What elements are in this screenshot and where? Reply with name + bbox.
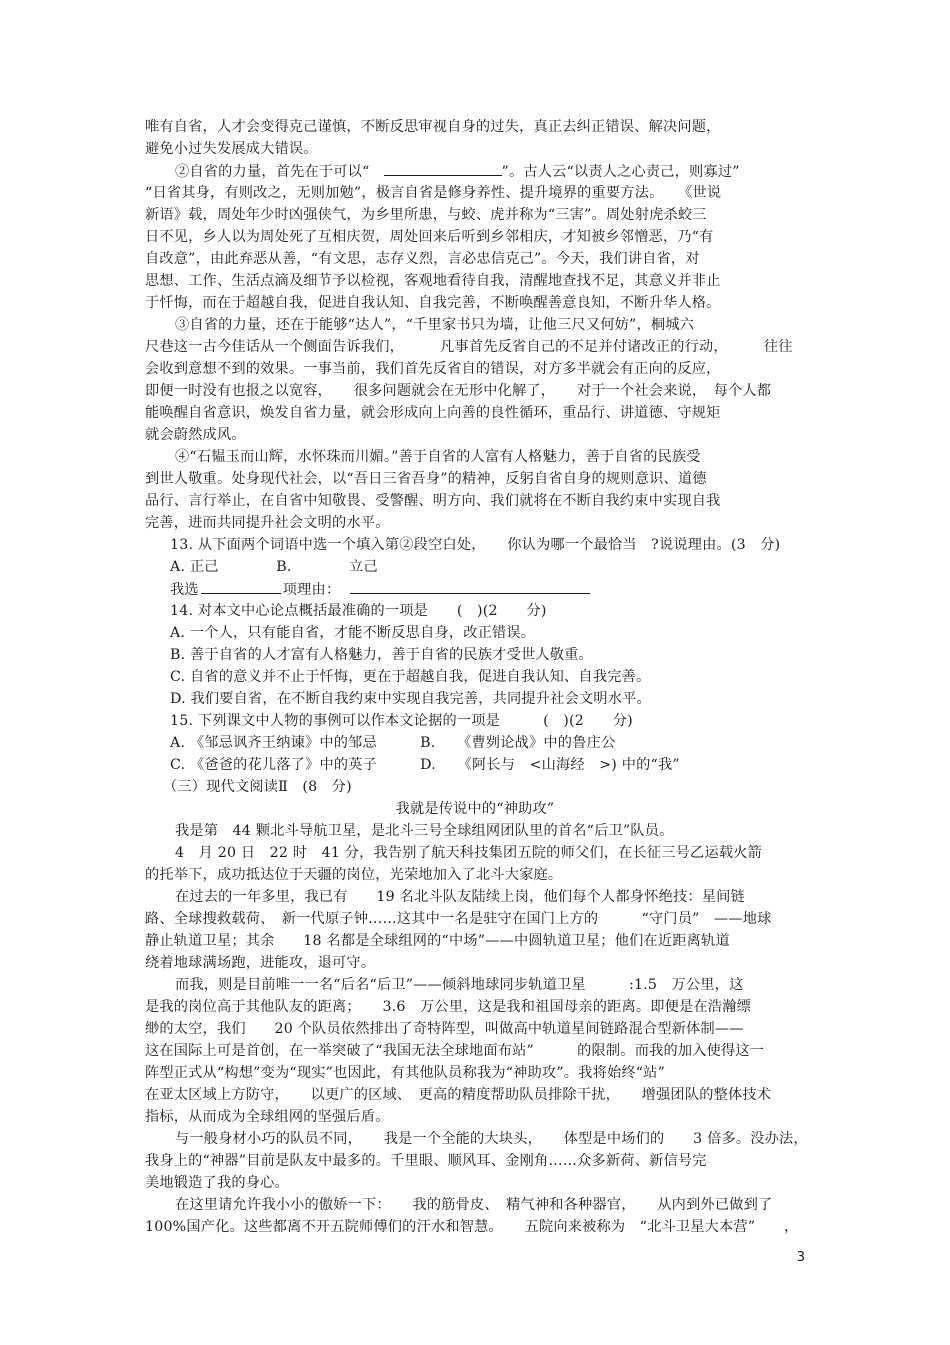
text-line: 在这里请允许我小小的傲娇一下： 我的筋骨皮、 精气神和各种器官， 从内到外已做到了 bbox=[175, 1197, 773, 1213]
answer-line bbox=[170, 579, 590, 600]
reason-blank[interactable] bbox=[350, 579, 590, 594]
text-line: 避免小过失发展成大错误。 bbox=[145, 141, 318, 157]
question-15: 15. 下列课文中人物的事例可以作本文论据的一项是 ( )(2 分) bbox=[170, 713, 633, 729]
text-line: 指标，从而成为全球组网的坚强后盾。 bbox=[145, 1109, 390, 1125]
text-line: 美地锻造了我的身心。 bbox=[145, 1175, 289, 1191]
fill-blank[interactable] bbox=[384, 161, 502, 176]
text-line: 在亚太区域上方防守， 以更广的区域、 更高的精度帮助队员排除干扰， 增强团队的整体技术 bbox=[145, 1087, 772, 1103]
text-line: 我是第 44 颗北斗导航卫星，是北斗三号全球组网团队里的首名“后卫”队员。 bbox=[175, 823, 674, 839]
page-number: 3 bbox=[796, 1250, 805, 1265]
text-line bbox=[175, 161, 740, 182]
option-c: C. 自省的意义并不止于忏悔，更在于超越自我，促进自我认知、自我完善。 bbox=[170, 669, 651, 685]
option-d: D. 我们要自省，在不断自我约束中实现自我完善，共同提升社会文明水平。 bbox=[170, 691, 651, 707]
text-line: 于忏悔，而在于超越自我，促进自我认知、自我完善，不断唤醒善意良知，不断升华人格。 bbox=[145, 295, 721, 311]
text-line: ③自省的力量，还在于能够“达人”，“千里家书只为墙，让他三尺又何妨”，桐城六 bbox=[175, 317, 694, 333]
text-segment: ”。古人云“以责人之心责己，则寡过” bbox=[501, 164, 740, 180]
question-14: 14. 对本文中心论点概括最准确的一项是 ( )(2 分) bbox=[170, 603, 547, 619]
text-line: 缈的太空，我们 20 个队员依然排出了奇特阵型，叫做高中轨道星间链路混合型新体制—— bbox=[145, 1021, 744, 1037]
option-a: A. 一个人，只有能自省，才能不断反思自身，改正错误。 bbox=[170, 625, 536, 641]
text-segment: 项理由： bbox=[282, 582, 341, 598]
text-line: 100%国产化。这些都离不开五院师傅们的汗水和智慧。 五院向来被称为 “北斗卫星大本营” ， bbox=[145, 1219, 799, 1235]
text-line: 我身上的“神器”目前是队友中最多的。千里眼、顺风耳、金刚角……众多新荷、新信号完 bbox=[145, 1153, 707, 1169]
text-line: 唯有自省，人才会变得克己谨慎，不断反思审视自身的过失，真正去纠正错误、解决问题， bbox=[145, 119, 721, 135]
text-line: 就会蔚然成风。 bbox=[145, 427, 246, 443]
text-line: 的托举下，成功抵达位于天疆的岗位，光荣地加入了北斗大家庭。 bbox=[145, 867, 563, 883]
text-line: 静止轨道卫星；其余 18 名都是全球组网的“中场”——中圆轨道卫星；他们在近距离轨道 bbox=[145, 933, 730, 949]
text-line: 即便一时没有也报之以宽容， 很多问题就会在无形中化解了， 对于一个社会来说， 每个人都 bbox=[145, 383, 772, 399]
text-line: 是我的岗位高于其他队友的距离； 3.6 万公里，这是我和祖国母亲的距离。即便是在浩瀚缥 bbox=[145, 999, 751, 1015]
text-line: 而我，则是目前唯一一名“后名“后卫”——倾斜地球同步轨道卫星 :1.5 万公里，这 bbox=[175, 977, 744, 993]
text-line: 自改意”，由此弃恶从善，“有文思，志存义烈，言必忠信克己”。今天，我们讲自省，对 bbox=[145, 251, 700, 267]
article-title: 我就是传说中的“神助攻” bbox=[395, 801, 555, 817]
question-13: 13. 从下面两个词语中选一个填入第②段空白处， 你认为哪一个最恰当 ?说说理由。(3 分) bbox=[170, 537, 781, 553]
text-line: 尺巷这一古今佳话从一个侧面告诉我们， 凡事首先反省自己的不足并付诸改正的行动， 往往 bbox=[145, 339, 793, 355]
text-line: 4 月 20 日 22 时 41 分，我告别了航天科技集团五院的师父们，在长征三号乙运载火箭 bbox=[175, 845, 762, 861]
option-b: B. 善于自省的人才富有人格魅力，善于自省的民族才受世人敬重。 bbox=[170, 647, 593, 663]
text-line: 日不见，乡人以为周处死了互相庆贺，周处回来后听到乡邻相庆，才知被乡邻憎恶，乃“有 bbox=[145, 229, 714, 245]
answer-blank[interactable] bbox=[201, 579, 281, 594]
option-row: C. 《爸爸的花儿落了》中的英子 D. 《阿长与 <山海经 >) 中的“我” bbox=[170, 757, 680, 773]
text-line: 能唤醒自省意识，焕发自省力量，就会形成向上向善的良性循环，重品行、讲道德、守规矩 bbox=[145, 405, 721, 421]
option-row: A. 《邹忌讽齐王纳谏》中的邹忌 B. 《曹刿论战》中的鲁庄公 bbox=[170, 735, 616, 751]
text-line: 阵型正式从“构想”变为“现实”也因此，有其他队员称我为“神助攻”。我将始终“站” bbox=[145, 1065, 666, 1081]
text-line: 到世人敬重。处身现代社会，以“吾日三省吾身”的精神，反躬自省自身的规则意识、道德 bbox=[145, 471, 707, 487]
text-line: 完善，进而共同提升社会文明的水平。 bbox=[145, 515, 390, 531]
text-line: 路、全球搜救载荷、 新一代原子钟……这其中一名是驻守在国门上方的 “守门员” ——地球 bbox=[145, 911, 772, 927]
text-line: 在过去的一年多里，我已有 19 名北斗队友陆续上岗，他们每个人都身怀绝技：星间链 bbox=[175, 889, 745, 905]
section-heading: （三）现代文阅读Ⅱ (8 分) bbox=[163, 779, 352, 795]
text-line: 会收到意想不到的效果。一事当前，我们首先反省自的错误，对方多半就会有正向的反应， bbox=[145, 361, 721, 377]
text-line: 新语》载，周处年少时凶强侠气，为乡里所患，与蛟、虎并称为“三害”。周处射虎杀蛟三 bbox=[145, 207, 707, 223]
text-line: 这在国际上可是首创，在一举突破了“我国无法全球地面布站” 的限制。而我的加入使得这一 bbox=[145, 1043, 765, 1059]
text-line: 思想、工作、生活点滴及细节予以检视，客观地看待自我，清醒地查找不足，其意义并非止 bbox=[145, 273, 721, 289]
text-line: ④“石韫玉而山辉，水怀珠而川媚。”善于自省的人富有人格魅力，善于自省的民族受 bbox=[175, 449, 701, 465]
question-13-options: A. 正己 B. 立己 bbox=[170, 559, 378, 575]
text-line: 绕着地球满场跑，进能攻，退可守。 bbox=[145, 955, 376, 971]
text-line: 与一般身材小巧的队员不同， 我是一个全能的大块头， 体型是中场们的 3 倍多。没办法， bbox=[175, 1131, 808, 1147]
text-segment: 我选 bbox=[170, 582, 199, 598]
text-segment: ②自省的力量，首先在于可以“ bbox=[175, 164, 370, 180]
text-line: “日省其身，有则改之，无则加勉”，极言自省是修身养性、提升境界的重要方法。 《世说 bbox=[145, 185, 722, 201]
text-line: 品行、言行举止，在自省中知敬畏、受警醒、明方向、我们就将在不断自我约束中实现自我 bbox=[145, 493, 721, 509]
